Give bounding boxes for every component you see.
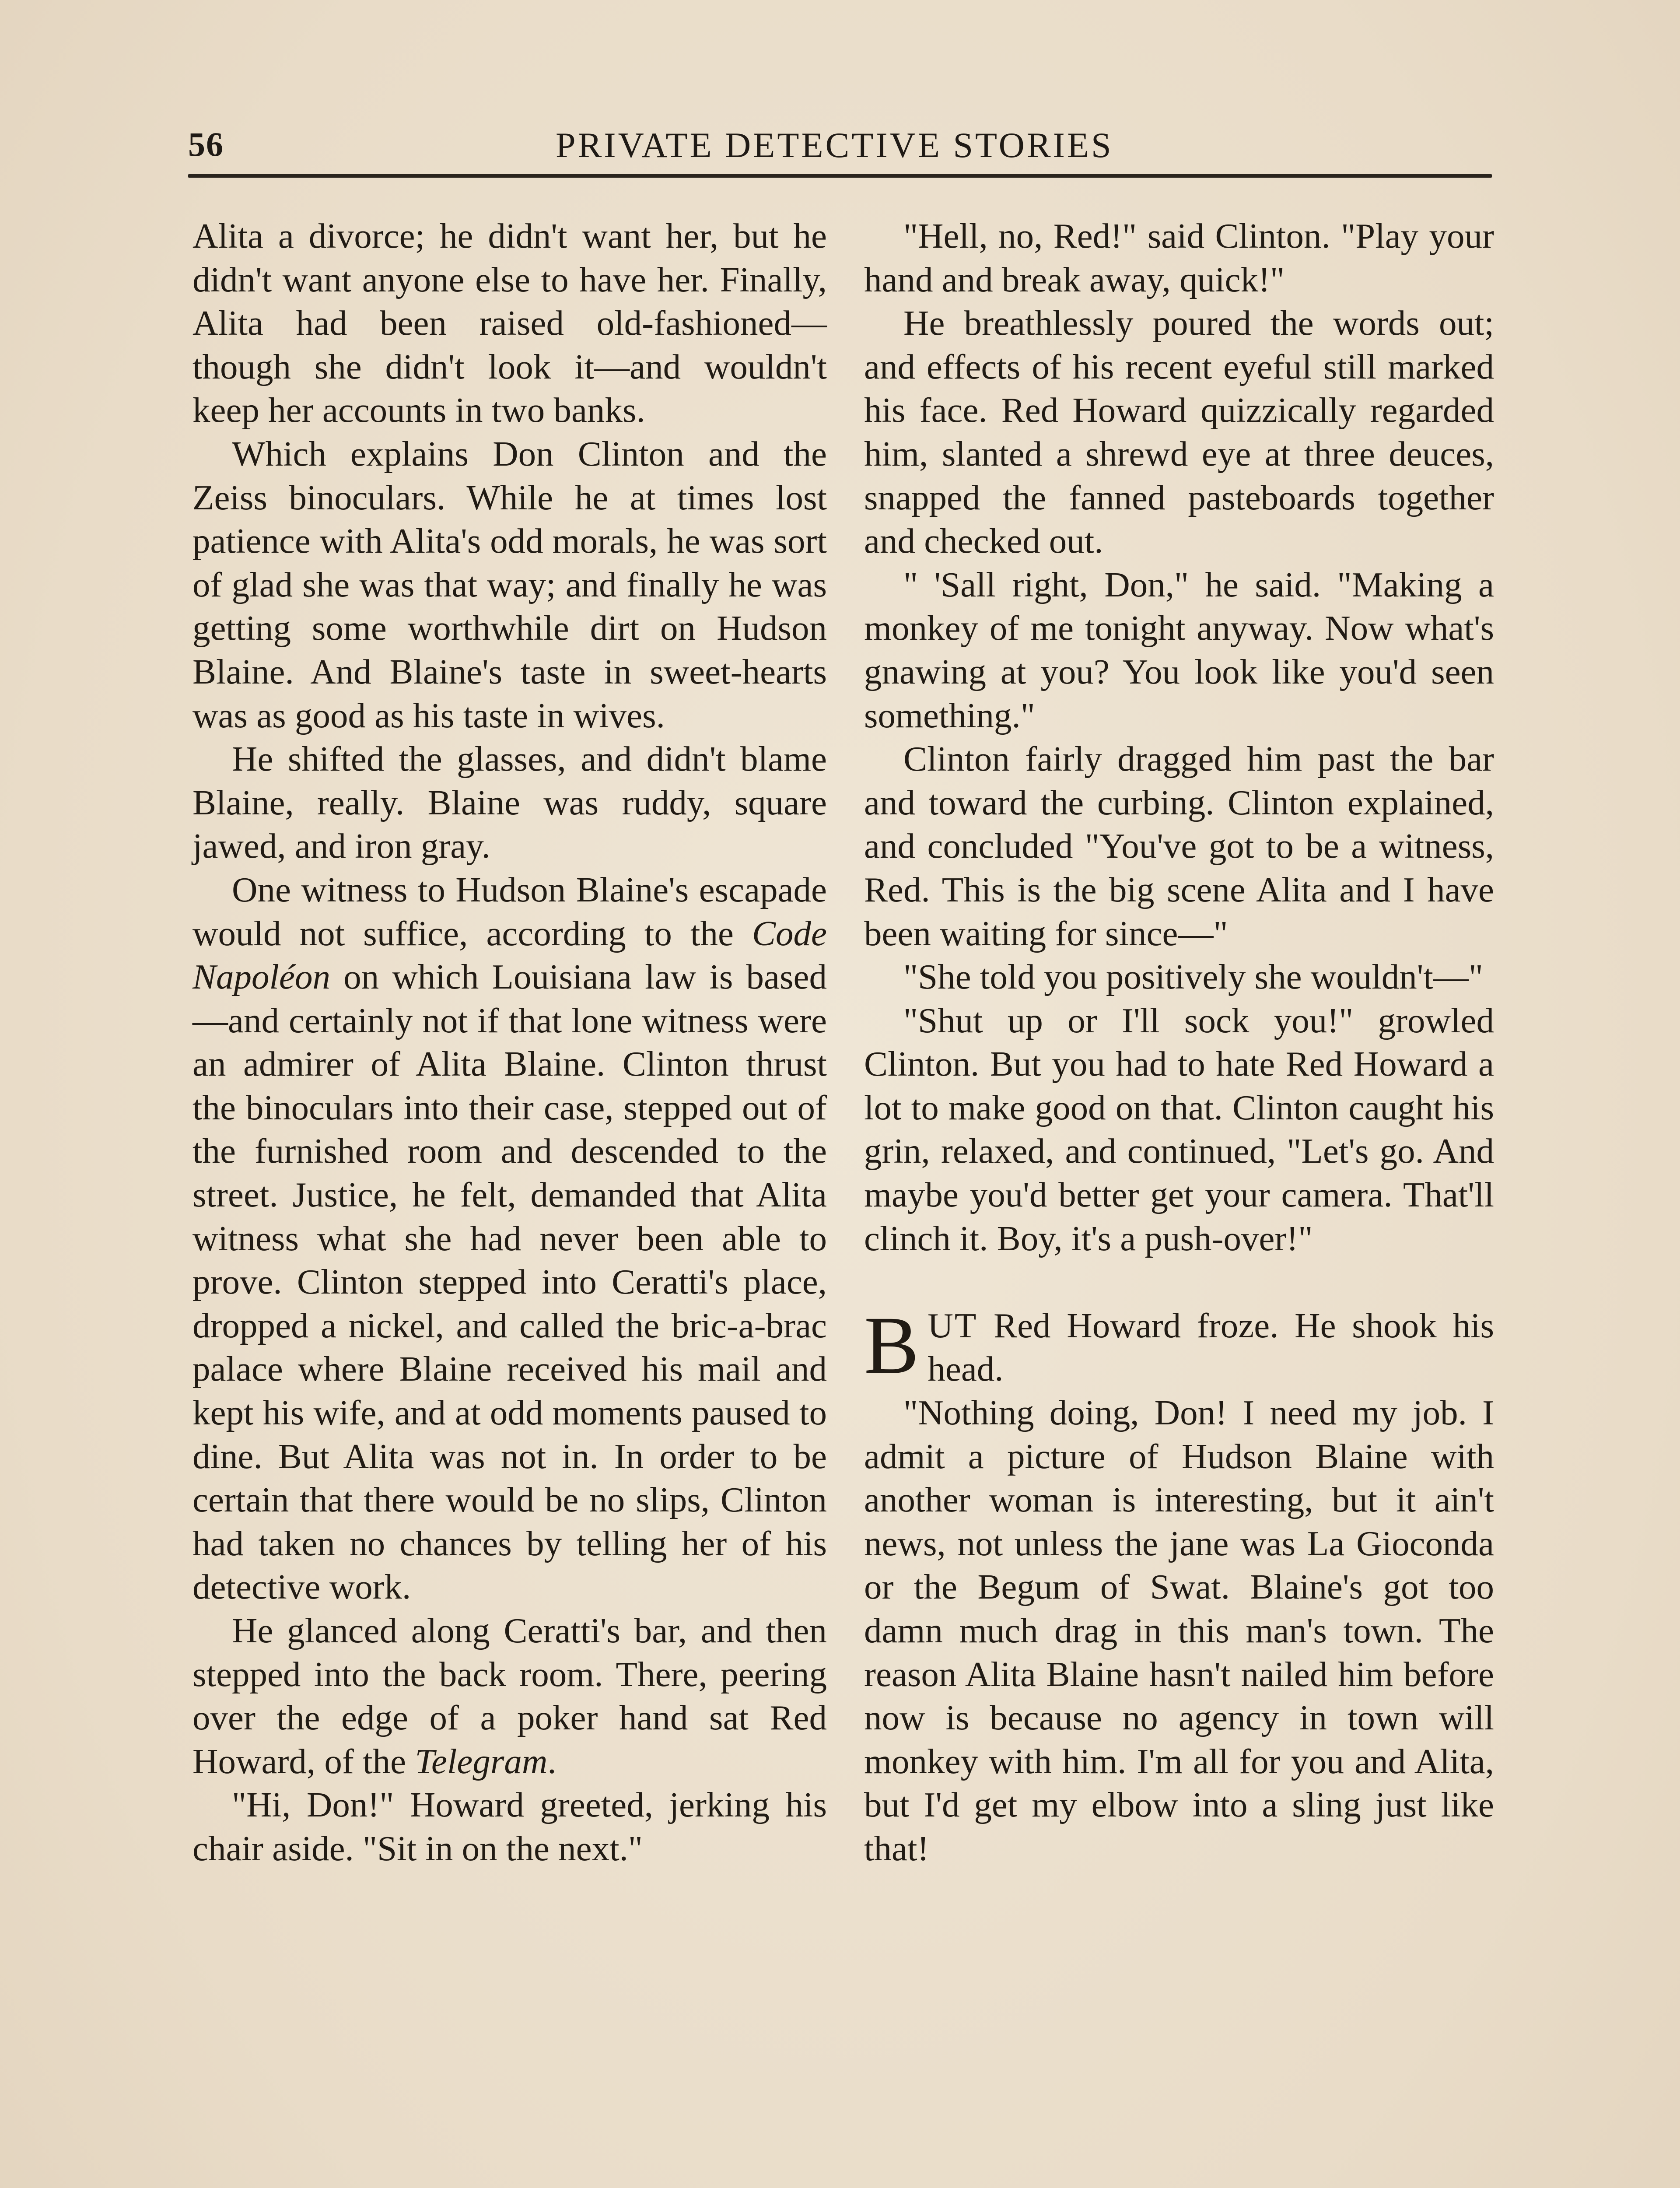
paragraph: " 'Sall right, Don," he said. "Making a monkey of me tonight anyway. Now what's gnawing at you? You look like you'd seen something." [864,565,1494,735]
page-number: 56 [188,125,224,163]
small-caps-run: UT [928,1305,978,1345]
paragraph: He shifted the glasses, and didn't blame Blaine, really. Blaine was ruddy, square jawed, and iron gray. [192,739,827,866]
paragraph: "Nothing doing, Don! I need my job. I admit a picture of Hudson Blaine with another woman is interesting, but it ain't news, not unless the jane was La Gioconda or the Begum of Swat. Blaine's got too damn much drag in this man's town. The reason Alita Blaine hasn't nailed him before now is because no agency in town will monkey with him. I'm all for you and Alita, but I'd get my elbow into a sling just like that! [864,1393,1494,1868]
paragraph [192,868,827,1609]
text-run: . [547,1741,556,1781]
paragraph: Clinton fairly dragged him past the bar and toward the curbing. Clinton explained, and concluded "You've got to be a witness, Red. This is the big scene Alita and I have been waiting for since—" [864,739,1494,953]
paragraph [192,1609,827,1783]
paragraph: Which explains Don Clinton and the Zeiss binoculars. While he at times lost patience with Alita's odd morals, he was sort of glad she was that way; and finally he was getting some worthwhile dirt on Hudson Blaine. And Blaine's taste in sweet-hearts was as good as his taste in wives. [192,434,827,735]
text-run: One witness to Hudson Blaine's escapade would not suffice, according to the [192,870,827,953]
paragraph: "Hi, Don!" Howard greeted, jerking his chair aside. "Sit in on the next." [192,1785,827,1868]
italic-title: Code Napoléon [192,913,827,997]
paragraph: He breathlessly poured the words out; and effects of his recent eyeful still marked his face. Red Howard quizzically regarded him, slanted a shrewd eye at three deuces, snapped the fanned pasteboards together and checked out. [864,303,1494,561]
paragraph: "Hell, no, Red!" said Clinton. "Play your hand and break away, quick!" [864,216,1494,299]
header-rule [188,174,1492,178]
paragraph: Alita a divorce; he didn't want her, but he didn't want anyone else to have her. Finally, Alita had been raised old-fashioned—though she didn't look it—and wouldn't keep her accounts in two banks. [192,216,827,430]
text-run: on which Louisiana law is based—and certainly not if that lone witness were an admirer of Alita Blaine. Clinton thrust the binoculars into their case, stepped out of the furnished room and descended to the street. Justice, he felt, demanded that Alita witness what she had never been able to prove. Clinton stepped into Ceratti's place, dropped a nickel, and called the bric-a-brac palace where Blaine received his mail and kept his wife, and at odd moments paused to dine. But Alita was not in. In order to be certain that there would be no slips, Clinton had taken no chances by telling her of his detective work. [192,957,827,1607]
page-header [188,125,1492,173]
left-column [192,214,827,1871]
paragraph: "She told you positively she wouldn't—" [903,957,1483,997]
right-column [864,214,1494,1871]
italic-title: Telegram [415,1741,548,1781]
drop-cap: B [864,1299,919,1391]
paragraph: "Shut up or I'll sock you!" growled Clinton. But you had to hate Red Howard a lot to make good on that. Clinton caught his grin, relaxed, and continued, "Let's go. And maybe you'd better get your camera. That'll clinch it. Boy, it's a push-over!" [864,1000,1494,1258]
text-run: He glanced along Ceratti's bar, and then stepped into the back room. There, peering over the edge of a poker hand sat Red Howard, of the [192,1611,827,1781]
section-paragraph [864,1299,1494,1391]
text-run: Red Howard froze. He shook his head. [928,1305,1494,1389]
running-title: PRIVATE DETECTIVE STORIES [556,125,1113,165]
